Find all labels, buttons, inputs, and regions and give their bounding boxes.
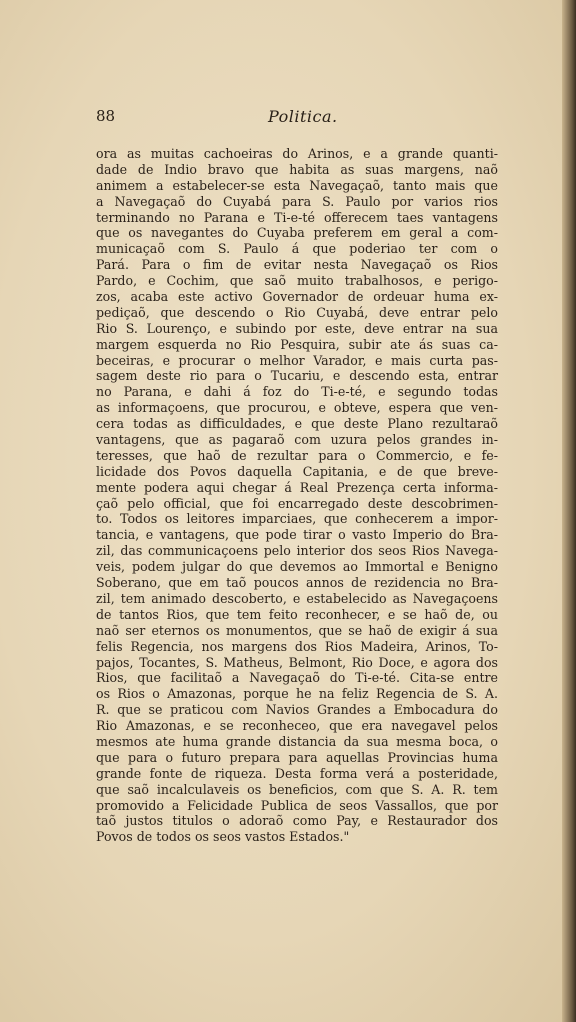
text-line: Rios, que facilitaõ a Navegaçaõ do Ti-e-té. Cita-se entre (96, 670, 498, 686)
page-number: 88 (96, 107, 116, 125)
text-line: pajos, Tocantes, S. Matheus, Belmont, Rio Doce, e agora dos (96, 654, 498, 670)
text-line: zos, acaba este activo Governador de ordeuar huma ex- (96, 289, 498, 305)
text-line: municaçaõ com S. Paulo á que poderiao ter com o (96, 241, 498, 257)
text-line: grande fonte de riqueza. Desta forma verá a posteridade, (96, 765, 498, 781)
text-line: que saõ incalculaveis os beneficios, com que S. A. R. tem (96, 781, 498, 797)
text-line: Rio Amazonas, e se reconheceo, que era navegavel pelos (96, 718, 498, 734)
text-line: os Rios o Amazonas, porque he na feliz Regencia de S. A. (96, 686, 498, 702)
text-line: no Parana, e dahi á foz do Ti-e-té, e segundo todas (96, 384, 498, 400)
text-line: Pardo, e Cochim, que saõ muito trabalhosos, e perigo- (96, 273, 498, 289)
text-line: margem esquerda no Rio Pesquira, subir ate ás suas ca- (96, 336, 498, 352)
text-line: Pará. Para o fim de evitar nesta Navegaçaõ os Rios (96, 257, 498, 273)
text-line: to. Todos os leitores imparciaes, que conhecerem a impor- (96, 511, 498, 527)
text-line: Soberano, que em taõ poucos annos de rezidencia no Bra- (96, 575, 498, 591)
text-line: naõ ser eternos os monumentos, que se haõ de exigir á sua (96, 622, 498, 638)
text-line: que para o futuro prepara para aquellas Provincias huma (96, 749, 498, 765)
text-line: taõ justos titulos o adoraõ como Pay, e Restaurador dos (96, 813, 498, 829)
text-line: R. que se praticou com Navios Grandes a Embocadura do (96, 702, 498, 718)
text-line: mesmos ate huma grande distancia da sua mesma boca, o (96, 733, 498, 749)
text-line: a Navegaçaõ do Cuyabá para S. Paulo por varios rios (96, 193, 498, 209)
text-line: cera todas as difficuldades, e que deste Plano rezultaraõ (96, 416, 498, 432)
text-line: zil, das communicaçoens pelo interior dos seos Rios Navega- (96, 543, 498, 559)
text-line: Rio S. Lourenço, e subindo por este, deve entrar na sua (96, 320, 498, 336)
text-line: vantagens, que as pagaraõ com uzura pelos grandes in- (96, 432, 498, 448)
text-line: zil, tem animado descoberto, e estabelecido as Navegaçoens (96, 590, 498, 606)
text-line: as informaçoens, que procurou, e obteve, espera que ven- (96, 400, 498, 416)
text-line: promovido a Felicidade Publica de seos Vassallos, que por (96, 797, 498, 813)
text-line: terminando no Parana e Ti-e-té offerecem taes vantagens (96, 209, 498, 225)
body-text (96, 146, 498, 845)
text-line: pediçaõ, que descendo o Rio Cuyabá, deve entrar pelo (96, 304, 498, 320)
text-line: Povos de todos os seos vastos Estados." (96, 829, 350, 845)
text-line: tancia, e vantagens, que pode tirar o vasto Imperio do Bra- (96, 527, 498, 543)
text-line: çaõ pelo official, que foi encarregado deste descobrimen- (96, 495, 498, 511)
text-line: ora as muitas cachoeiras do Arinos, e a grande quanti- (96, 146, 498, 161)
text-line: que os navegantes do Cuyaba preferem em geral a com- (96, 225, 498, 241)
text-line: veis, podem julgar do que devemos ao Immortal e Benigno (96, 559, 498, 575)
text-line: teresses, que haõ de rezultar para o Commercio, e fe- (96, 447, 498, 463)
running-head: Politica. (268, 107, 338, 126)
text-line: dade de Indio bravo que habita as suas margens, naõ (96, 161, 498, 177)
text-line: beceiras, e procurar o melhor Varador, e mais curta pas- (96, 352, 498, 368)
text-line: sagem deste rio para o Tucariu, e descendo esta, entrar (96, 368, 498, 384)
text-line: licidade dos Povos daquella Capitania, e de que breve- (96, 463, 498, 479)
text-line: de tantos Rios, que tem feito reconhecer, e se haõ de, ou (96, 606, 498, 622)
text-line: animem a estabelecer-se esta Navegaçaõ, tanto mais que (96, 177, 498, 193)
text-line: felis Regencia, nos margens dos Rios Madeira, Arinos, To- (96, 638, 498, 654)
text-line: mente podera aqui chegar á Real Prezença certa informa- (96, 479, 498, 495)
page-header (96, 107, 496, 127)
book-spine-shadow (562, 0, 576, 1022)
